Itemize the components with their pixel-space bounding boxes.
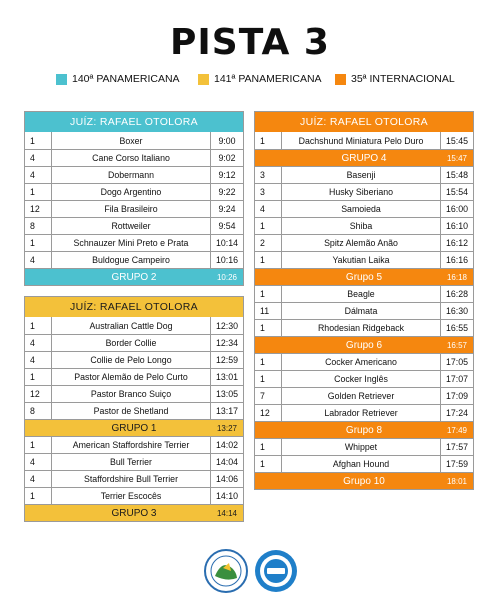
breed-name: Collie de Pelo Longo <box>52 352 211 368</box>
judging-time: 12:59 <box>215 355 238 365</box>
group-label: GRUPO 2 <box>111 271 157 283</box>
breed-name: Labrador Retriever <box>282 405 441 421</box>
group-row <box>25 419 243 436</box>
breed-name: American Staffordshire Terrier <box>52 437 211 453</box>
judging-time: 16:00 <box>445 204 468 214</box>
entry-count: 4 <box>25 454 52 470</box>
group-time: 10:26 <box>216 273 237 282</box>
breed-name: Border Collie <box>52 335 211 351</box>
judging-time: 17:07 <box>445 374 468 384</box>
legend-label: 140ª PANAMERICANA <box>72 73 180 85</box>
breed-name: Pastor Branco Suiço <box>52 386 211 402</box>
breed-name: Samoieda <box>282 201 441 217</box>
cbkc-seal-logo <box>253 548 299 594</box>
judging-time: 16:10 <box>445 221 468 231</box>
breed-row <box>255 200 473 217</box>
breed-row <box>25 385 243 402</box>
breed-name: Cocker Americano <box>282 354 441 370</box>
breed-row <box>25 317 243 334</box>
breed-row <box>255 438 473 455</box>
group-row <box>255 149 473 166</box>
breed-row <box>255 353 473 370</box>
entry-count: 11 <box>255 303 282 319</box>
legend <box>50 72 460 86</box>
breed-name: Dobermann <box>52 167 211 183</box>
judging-time: 16:55 <box>445 323 468 333</box>
entry-count: 1 <box>255 456 282 472</box>
breed-name: Whippet <box>282 439 441 455</box>
judging-time: 14:04 <box>215 457 238 467</box>
breed-row <box>25 402 243 419</box>
breed-row <box>25 166 243 183</box>
group-label: Grupo 5 <box>345 271 383 283</box>
breed-name: Beagle <box>282 286 441 302</box>
judging-time: 15:48 <box>445 170 468 180</box>
entry-count: 12 <box>255 405 282 421</box>
judging-time: 14:06 <box>215 474 238 484</box>
group-time: 14:14 <box>216 509 237 518</box>
breed-row <box>25 132 243 149</box>
breed-name: Buldogue Campeiro <box>52 252 211 268</box>
entry-count: 1 <box>25 317 52 334</box>
legend-label: 35ª INTERNACIONAL <box>351 73 455 85</box>
group-label: GRUPO 4 <box>341 152 387 164</box>
judging-time: 17:09 <box>445 391 468 401</box>
legend-label: 141ª PANAMERICANA <box>214 73 322 85</box>
breed-name: Fila Brasileiro <box>52 201 211 217</box>
entry-count: 1 <box>25 184 52 200</box>
breed-row <box>255 132 473 149</box>
entry-count: 1 <box>255 252 282 268</box>
group-row <box>255 336 473 353</box>
breed-name: Boxer <box>52 132 211 149</box>
judging-time: 9:02 <box>218 153 236 163</box>
breed-row <box>25 183 243 200</box>
judging-time: 10:16 <box>215 255 238 265</box>
judging-time: 12:30 <box>215 320 238 331</box>
judging-time: 9:22 <box>218 187 236 197</box>
legend-item-35-internacional <box>335 72 455 86</box>
breed-name: Staffordshire Bull Terrier <box>52 471 211 487</box>
breed-name: Spitz Alemão Anão <box>282 235 441 251</box>
breed-row <box>25 217 243 234</box>
breed-name: Basenji <box>282 167 441 183</box>
schedule-block-internacional-35 <box>254 111 474 490</box>
breed-name: Afghan Hound <box>282 456 441 472</box>
entry-count: 2 <box>255 235 282 251</box>
breed-name: Yakutian Laika <box>282 252 441 268</box>
breed-row <box>255 404 473 421</box>
breed-row <box>25 234 243 251</box>
entry-count: 1 <box>25 488 52 504</box>
entry-count: 4 <box>255 201 282 217</box>
group-label: Grupo 10 <box>343 475 385 487</box>
legend-swatch-teal <box>56 74 67 85</box>
entry-count: 4 <box>25 335 52 351</box>
group-row <box>25 504 243 521</box>
breed-row <box>255 319 473 336</box>
breed-name: Shiba <box>282 218 441 234</box>
judging-time: 9:54 <box>218 221 236 231</box>
breed-row <box>25 200 243 217</box>
legend-item-141-panamericana <box>198 72 322 86</box>
breed-row <box>255 217 473 234</box>
judging-time: 17:05 <box>445 357 468 367</box>
legend-item-140-panamericana <box>56 72 180 86</box>
judging-time: 16:12 <box>445 238 468 248</box>
judging-time: 13:05 <box>215 389 238 399</box>
group-row <box>255 421 473 438</box>
breed-row <box>25 436 243 453</box>
group-time: 17:49 <box>446 426 467 435</box>
entry-count: 4 <box>25 471 52 487</box>
breed-row <box>255 455 473 472</box>
group-label: Grupo 8 <box>345 424 383 436</box>
group-row <box>255 472 473 489</box>
entry-count: 8 <box>25 403 52 419</box>
club-seal-logo <box>203 548 249 594</box>
entry-count: 4 <box>25 150 52 166</box>
breed-name: Rhodesian Ridgeback <box>282 320 441 336</box>
breed-name: Golden Retriever <box>282 388 441 404</box>
entry-count: 4 <box>25 167 52 183</box>
entry-count: 1 <box>255 354 282 370</box>
entry-count: 4 <box>25 352 52 368</box>
group-time: 13:27 <box>216 424 237 433</box>
legend-swatch-orange <box>335 74 346 85</box>
breed-row <box>255 370 473 387</box>
breed-row <box>25 453 243 470</box>
group-time: 15:47 <box>446 154 467 163</box>
judging-time: 13:01 <box>215 372 238 382</box>
schedule-block-panamericana-140 <box>24 111 244 286</box>
breed-name: Cane Corso Italiano <box>52 150 211 166</box>
judge-header: JUÍZ: RAFAEL OTOLORA <box>25 297 243 317</box>
breed-row <box>25 351 243 368</box>
breed-row <box>255 387 473 404</box>
judging-time: 17:57 <box>445 442 468 452</box>
breed-row <box>25 334 243 351</box>
breed-name: Dálmata <box>282 303 441 319</box>
breed-name: Dogo Argentino <box>52 184 211 200</box>
breed-row <box>255 302 473 319</box>
breed-name: Pastor Alemão de Pelo Curto <box>52 369 211 385</box>
judging-time: 10:14 <box>215 238 238 248</box>
judging-time: 16:28 <box>445 289 468 299</box>
entry-count: 1 <box>25 235 52 251</box>
breed-row <box>255 251 473 268</box>
group-label: Grupo 6 <box>345 339 383 351</box>
group-label: GRUPO 3 <box>111 507 157 519</box>
entry-count: 12 <box>25 201 52 217</box>
judge-header: JUÍZ: RAFAEL OTOLORA <box>25 112 243 132</box>
breed-name: Rottweiler <box>52 218 211 234</box>
breed-name: Husky Siberiano <box>282 184 441 200</box>
breed-row <box>255 234 473 251</box>
breed-name: Australian Cattle Dog <box>52 317 211 334</box>
judging-time: 17:24 <box>445 408 468 418</box>
judging-time: 9:12 <box>218 170 236 180</box>
breed-row <box>255 166 473 183</box>
judging-time: 16:16 <box>445 255 468 265</box>
breed-row <box>25 251 243 268</box>
group-row <box>255 268 473 285</box>
judging-time: 9:00 <box>218 135 236 146</box>
judging-time: 9:24 <box>218 204 236 214</box>
entry-count: 1 <box>255 132 282 149</box>
group-row <box>25 268 243 285</box>
entry-count: 8 <box>25 218 52 234</box>
judging-time: 15:45 <box>445 135 468 146</box>
breed-row <box>25 470 243 487</box>
breed-name: Cocker Inglês <box>282 371 441 387</box>
entry-count: 7 <box>255 388 282 404</box>
group-label: GRUPO 1 <box>111 422 157 434</box>
breed-name: Dachshund Miniatura Pelo Duro <box>282 132 441 149</box>
schedule-rows <box>25 132 243 285</box>
schedule-rows <box>25 317 243 521</box>
judging-time: 14:10 <box>215 491 238 501</box>
group-time: 18:01 <box>446 477 467 486</box>
entry-count: 1 <box>25 437 52 453</box>
judging-time: 13:17 <box>215 406 238 416</box>
entry-count: 1 <box>255 371 282 387</box>
judging-time: 12:34 <box>215 338 238 348</box>
entry-count: 1 <box>25 369 52 385</box>
breed-row <box>255 285 473 302</box>
breed-name: Pastor de Shetland <box>52 403 211 419</box>
breed-name: Bull Terrier <box>52 454 211 470</box>
breed-row <box>25 149 243 166</box>
entry-count: 1 <box>255 286 282 302</box>
group-time: 16:18 <box>446 273 467 282</box>
judging-time: 15:54 <box>445 187 468 197</box>
judging-time: 14:02 <box>215 440 238 450</box>
entry-count: 3 <box>255 167 282 183</box>
breed-name: Terrier Escocês <box>52 488 211 504</box>
legend-swatch-yellow <box>198 74 209 85</box>
schedule-block-panamericana-141 <box>24 296 244 522</box>
page-title: PISTA 3 <box>170 22 330 63</box>
breed-name: Schnauzer Mini Preto e Prata <box>52 235 211 251</box>
judge-header: JUÍZ: RAFAEL OTOLORA <box>255 112 473 132</box>
footer-logos <box>0 548 500 598</box>
entry-count: 3 <box>255 184 282 200</box>
group-time: 16:57 <box>446 341 467 350</box>
judging-time: 16:30 <box>445 306 468 316</box>
entry-count: 12 <box>25 386 52 402</box>
entry-count: 1 <box>255 439 282 455</box>
judging-time: 17:59 <box>445 459 468 469</box>
entry-count: 1 <box>25 132 52 149</box>
breed-row <box>255 183 473 200</box>
entry-count: 1 <box>255 320 282 336</box>
schedule-rows <box>255 132 473 489</box>
entry-count: 1 <box>255 218 282 234</box>
breed-row <box>25 368 243 385</box>
entry-count: 4 <box>25 252 52 268</box>
breed-row <box>25 487 243 504</box>
